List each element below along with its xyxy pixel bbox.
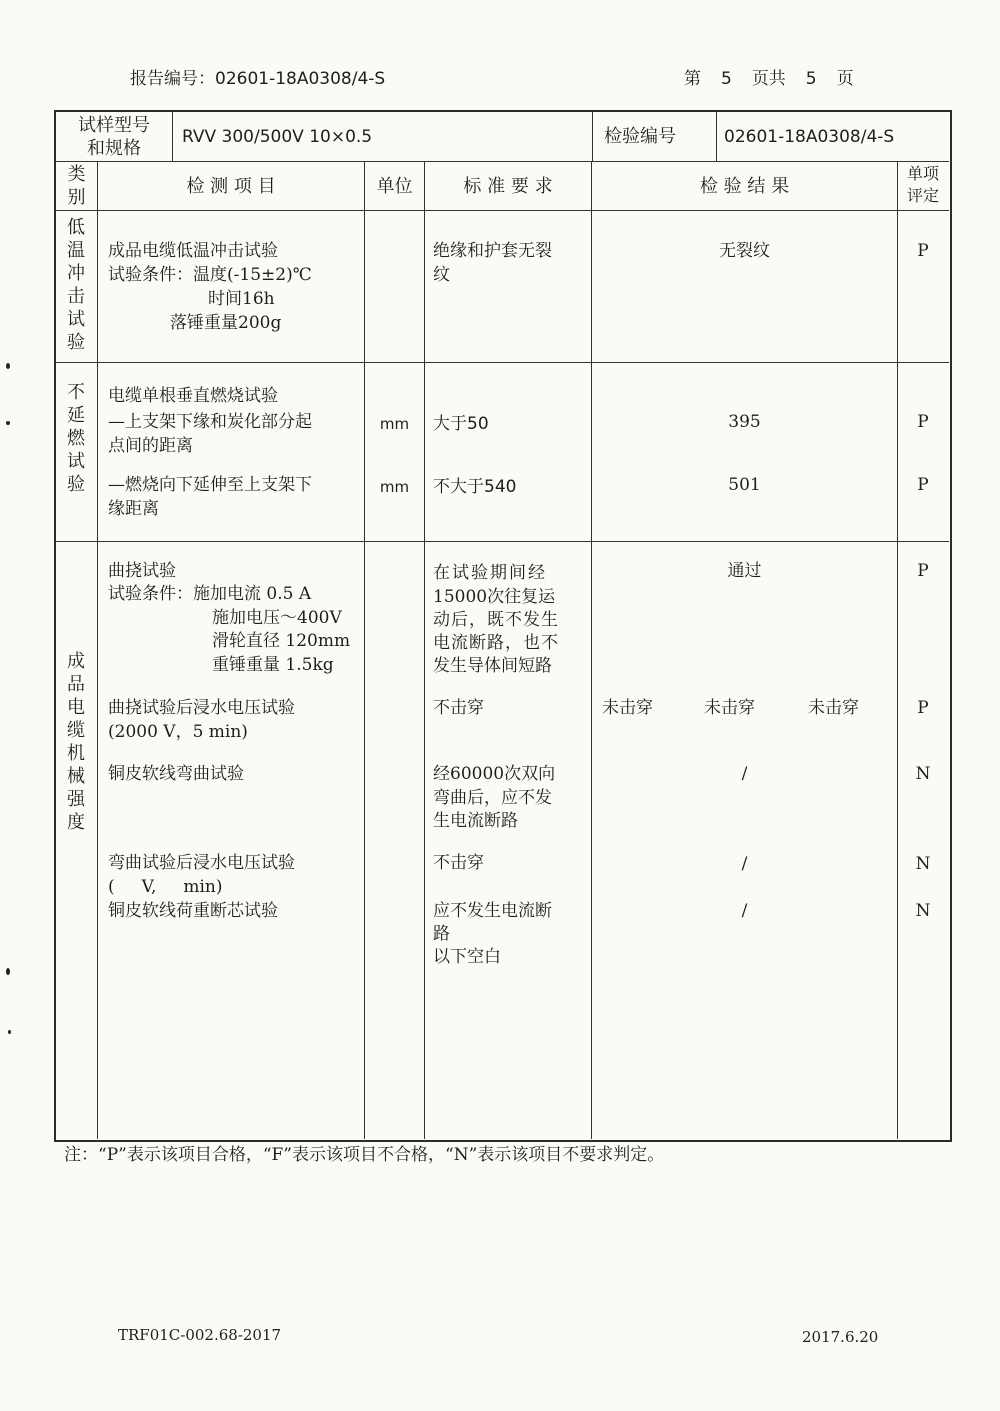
flame-row1-result: 395 (728, 412, 761, 432)
report-number-label: 报告编号： (130, 69, 215, 89)
load-req-line2: 路 (433, 924, 450, 944)
scan-speck (8, 1030, 11, 1034)
bend-result: / (741, 764, 748, 784)
bendwater-line1: 弯曲试验后浸水电压试验 (108, 853, 295, 873)
page-prefix: 第 (684, 69, 701, 89)
scan-speck (6, 363, 10, 369)
flex-req-line5: 发生导体间短路 (433, 656, 552, 676)
bendwater-req: 不击穿 (433, 853, 484, 873)
bendwater-result: / (741, 854, 748, 874)
row-divider (55, 161, 949, 162)
blank-note: 以下空白 (433, 947, 501, 967)
low-temp-result: 无裂纹 (719, 241, 770, 261)
document-date: 2017.6.20 (802, 1328, 879, 1346)
low-temp-verdict: P (917, 241, 929, 261)
report-number-value: 02601-18A0308/4-S (215, 69, 386, 89)
category-flame: 不延燃试验 (67, 382, 85, 495)
category-mechanical: 成品电缆机械强度 (67, 651, 85, 833)
flame-row1-line2: 点间的距离 (108, 436, 193, 456)
model-label: 试样型号 和规格 (78, 115, 150, 159)
row-divider (55, 210, 949, 211)
scan-speck (6, 968, 10, 975)
flame-row1-line1: —上支架下缘和炭化部分起 (108, 412, 312, 432)
low-temp-item-line1: 成品电缆低温冲击试验 (108, 241, 278, 261)
flexwater-result-3: 未击穿 (808, 698, 859, 718)
low-temp-item-line3: 时间16h (208, 289, 275, 309)
flame-row2-requirement: 不大于540 (433, 477, 517, 497)
col-header-item: 检 测 项 目 (186, 176, 276, 197)
flex-req-line2: 15000次往复运 (433, 587, 556, 607)
flex-line5: 重锤重量 1.5kg (212, 655, 334, 675)
page-total: 5 (805, 69, 817, 89)
col-divider (424, 161, 425, 1139)
flame-row2-line1: —燃烧向下延伸至上支架下 (108, 475, 312, 495)
page-current: 5 (720, 69, 732, 89)
flex-line3: 施加电压～400V (212, 608, 342, 628)
flex-req-line3: 动后，既不发生 (433, 610, 559, 630)
bendwater-verdict: N (915, 854, 931, 874)
flame-row2-verdict: P (917, 475, 929, 495)
col-header-unit: 单位 (376, 176, 413, 197)
flexwater-req: 不击穿 (433, 698, 484, 718)
flexwater-result-1: 未击穿 (602, 698, 653, 718)
flex-req-line4: 电流断路，也不 (433, 633, 559, 653)
flame-row1-unit: mm (379, 415, 410, 433)
col-divider (172, 111, 173, 162)
scan-speck (6, 421, 10, 425)
col-header-result: 检 验 结 果 (699, 176, 790, 197)
form-code: TRF01C-002.68-2017 (118, 1326, 282, 1344)
load-item: 铜皮软线荷重断芯试验 (108, 901, 278, 921)
flexwater-result-2: 未击穿 (704, 698, 755, 718)
flame-row1-requirement: 大于50 (433, 414, 489, 434)
col-header-verdict: 单项 评定 (906, 164, 939, 205)
flame-row2-result: 501 (728, 475, 761, 495)
low-temp-req-line2: 纹 (433, 265, 450, 285)
row-divider (55, 541, 949, 542)
load-result: / (741, 901, 748, 921)
col-divider (592, 111, 593, 162)
flex-line2: 试验条件：施加电流 0.5 A (108, 584, 312, 604)
low-temp-item-line2: 试验条件：温度(-15±2)℃ (108, 265, 312, 285)
load-verdict: N (915, 901, 931, 921)
inspection-no-label: 检验编号 (604, 126, 676, 147)
report-number (130, 64, 385, 89)
col-header-requirement: 标 准 要 求 (463, 176, 553, 197)
bend-req-line3: 生电流断路 (433, 811, 518, 831)
model-value: RVV 300/500V 10×0.5 (182, 127, 373, 147)
col-divider (591, 161, 592, 1139)
page-indicator (684, 64, 854, 89)
load-req-line1: 应不发生电流断 (433, 901, 552, 921)
flex-req-line1: 在试验期间经 (433, 563, 547, 583)
flexwater-verdict: P (917, 698, 929, 718)
page-mid: 页共 (751, 69, 786, 89)
bendwater-line2: ( V, min) (108, 877, 223, 897)
flame-row1-verdict: P (917, 412, 929, 432)
flame-row2-line2: 缘距离 (108, 499, 159, 519)
flex-verdict: P (917, 561, 929, 581)
bend-req-line1: 经60000次双向 (433, 764, 556, 784)
col-divider (897, 161, 898, 1139)
bend-req-line2: 弯曲后，应不发 (433, 788, 552, 808)
bend-verdict: N (915, 764, 931, 784)
col-divider (716, 111, 717, 162)
inspection-no-value: 02601-18A0308/4-S (724, 127, 895, 147)
flex-line1: 曲挠试验 (108, 561, 176, 581)
flame-item-title: 电缆单根垂直燃烧试验 (108, 386, 278, 406)
row-divider (55, 362, 949, 363)
low-temp-item-line4: 落锤重量200g (170, 313, 282, 333)
page-suffix: 页 (836, 69, 854, 89)
bend-item: 铜皮软线弯曲试验 (108, 764, 244, 784)
category-low-temp: 低温冲击试验 (67, 217, 85, 353)
low-temp-req-line1: 绝缘和护套无裂 (433, 241, 552, 261)
flexwater-line2: (2000 V，5 min) (108, 722, 248, 742)
col-divider (364, 161, 365, 1139)
flex-line4: 滑轮直径 120mm (212, 631, 351, 651)
col-divider (97, 161, 98, 1139)
col-header-category: 类 别 (67, 164, 86, 208)
flame-row2-unit: mm (379, 478, 410, 496)
legend-note: 注：“P”表示该项目合格，“F”表示该项目不合格，“N”表示该项目不要求判定。 (64, 1145, 665, 1165)
flexwater-line1: 曲挠试验后浸水电压试验 (108, 698, 295, 718)
flex-result: 通过 (727, 561, 762, 581)
